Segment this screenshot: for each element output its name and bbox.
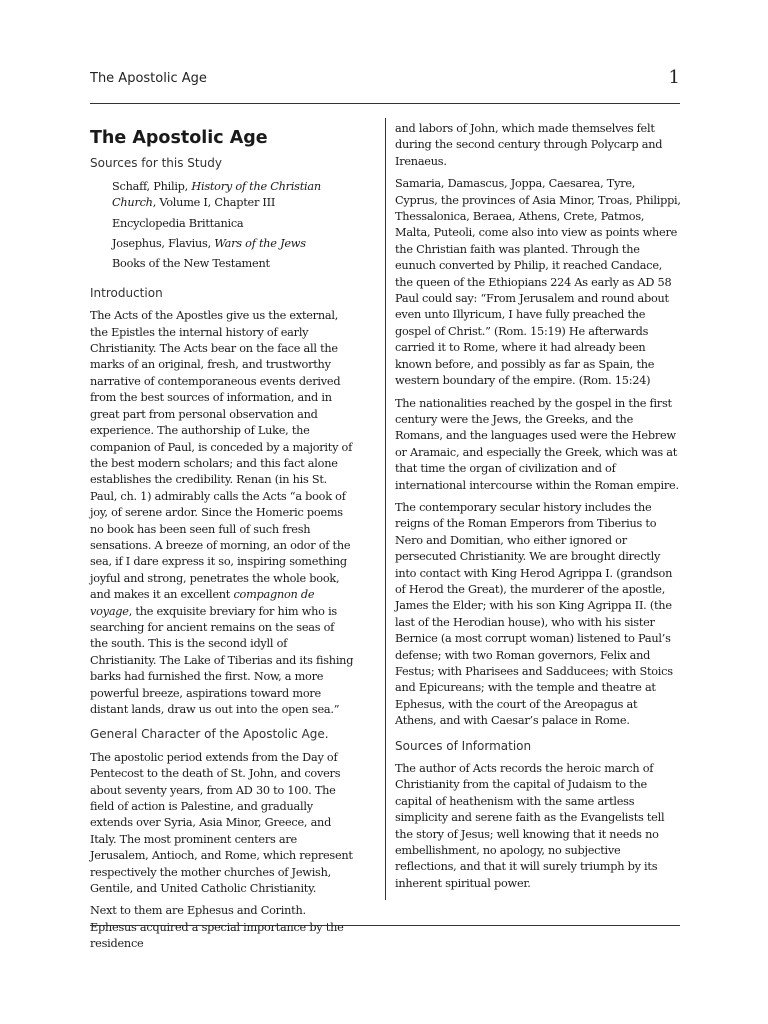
sources-list [112, 179, 354, 273]
general-character-paragraph: The apostolic period extends from the Day of Pentecost to the death of St. John, and covers about seventy years, from AD 30 to 100. The field of action is Palestine, and gradually extends over Syria, Asia Minor, Greece, and Italy. The most prominent centers are Jerusalem, Antioch, and Rome, which represent respectively the mother churches of Jewish, Gentile, and United Catholic Christianity. [90, 750, 353, 896]
document-title: The Apostolic Age [90, 128, 268, 148]
source-item: Encyclopedia Brittanica [112, 216, 244, 230]
places-paragraph: Samaria, Damascus, Joppa, Caesarea, Tyre, Cyprus, the provinces of Asia Minor, Troas, Philippi, Thessalonica, Beraea, Athens, Crete, Patmos, Malta, Puteoli, come also into view as points where the Christian faith was planted. Through the eunuch converted by Philip, it reached Candace, the queen of the Ethiopians 224 As early as AD 58 Paul could say: “From Jerusalem and round about even unto Illyricum, I have fully preached the gospel of Christ.” (Rom. 15:19) He afterwards carried it to Rome, where it had already been known before, and possibly as far as Spain, the western boundary of the empire. (Rom. 15:24) [395, 177, 681, 388]
page-number: 1 [668, 67, 680, 88]
footer-rule [90, 925, 680, 926]
general-character-paragraph-2: Next to them are Ephesus and Corinth. Ephesus acquired a special importance by the residence [90, 904, 344, 951]
right-column [395, 121, 681, 898]
continued-paragraph: and labors of John, which made themselves felt during the second century through Polycarp and Irenaeus. [395, 122, 663, 168]
sources-of-information-heading: Sources of Information [395, 738, 532, 753]
left-column [90, 118, 354, 959]
introduction-heading: Introduction [90, 285, 163, 300]
sources-of-information-paragraph: The author of Acts records the heroic march of Christianity from the capital of Judaism to the capital of heathenism with the same artless simplicity and serene faith as the Evangelists tell the story of Jesus; well knowing that it needs no embellishment, no apology, no subjective reflections, and that it will surely triumph by its inherent spiritual power. [395, 762, 665, 890]
source-item: Books of the New Testament [112, 257, 270, 271]
nationalities-paragraph: The nationalities reached by the gospel in the first century were the Jews, the Greeks, and the Romans, and the languages used were the Hebrew or Aramaic, and especially the Greek, which was at that time the organ of civilization and of international intercourse within the Roman empire. [395, 396, 679, 492]
general-character-heading: General Character of the Apostolic Age. [90, 727, 329, 742]
introduction-paragraph: The Acts of the Apostles give us the external, the Epistles the internal history of early Christianity. The Acts bear on the face all the marks of an original, fresh, and trustworthy narrative of contemporaneous events derived from the best sources of information, and in great part from personal observation and experience. The authorship of Luke, the companion of Paul, is conceded by a majority of the best modern scholars; and this fact alone establishes the credibility. Renan (in his St. Paul, ch. 1) admirably calls the Acts “a book of joy, of serene ardor. Since the Homeric poems no book has been seen full of such fresh sensations. A breeze of morning, an odor of the sea, if I dare express it so, inspiring something joyful and strong, penetrates the whole book, and makes it an excellent compagnon de voyage, the exquisite breviary for him who is searching for ancient remains on the seas of the south. This is the second idyll of Christianity. The Lake of Tiberias and its fishing barks had furnished the first. Now, a more powerful breeze, aspirations toward more distant lands, draw us out into the open sea.” [90, 309, 354, 716]
source-item: Josephus, Flavius, Wars of the Jews [112, 237, 306, 251]
sources-heading: Sources for this Study [90, 156, 222, 171]
source-item: Schaff, Philip, History of the Christian Church, Volume I, Chapter III [112, 179, 321, 210]
secular-history-paragraph: The contemporary secular history includes the reigns of the Roman Emperors from Tiberius to Nero and Domitian, who either ignored or persecuted Christianity. We are brought directly into contact with King Herod Agrippa I. (grandson of Herod the Great), the murderer of the apostle, James the Elder; with his son King Agrippa II. (the last of the Herodian house), who with his sister Bernice (a most corrupt woman) listened to Paul’s defense; with two Roman governors, Felix and Festus; with Pharisees and Sadducees; with Stoics and Epicureans; with the temple and theatre at Ephesus, with the court of the Areopagus at Athens, and with Caesar’s palace in Rome. [395, 500, 673, 728]
header-rule [90, 103, 680, 104]
running-header-title: The Apostolic Age [90, 71, 207, 86]
column-divider [385, 118, 386, 900]
